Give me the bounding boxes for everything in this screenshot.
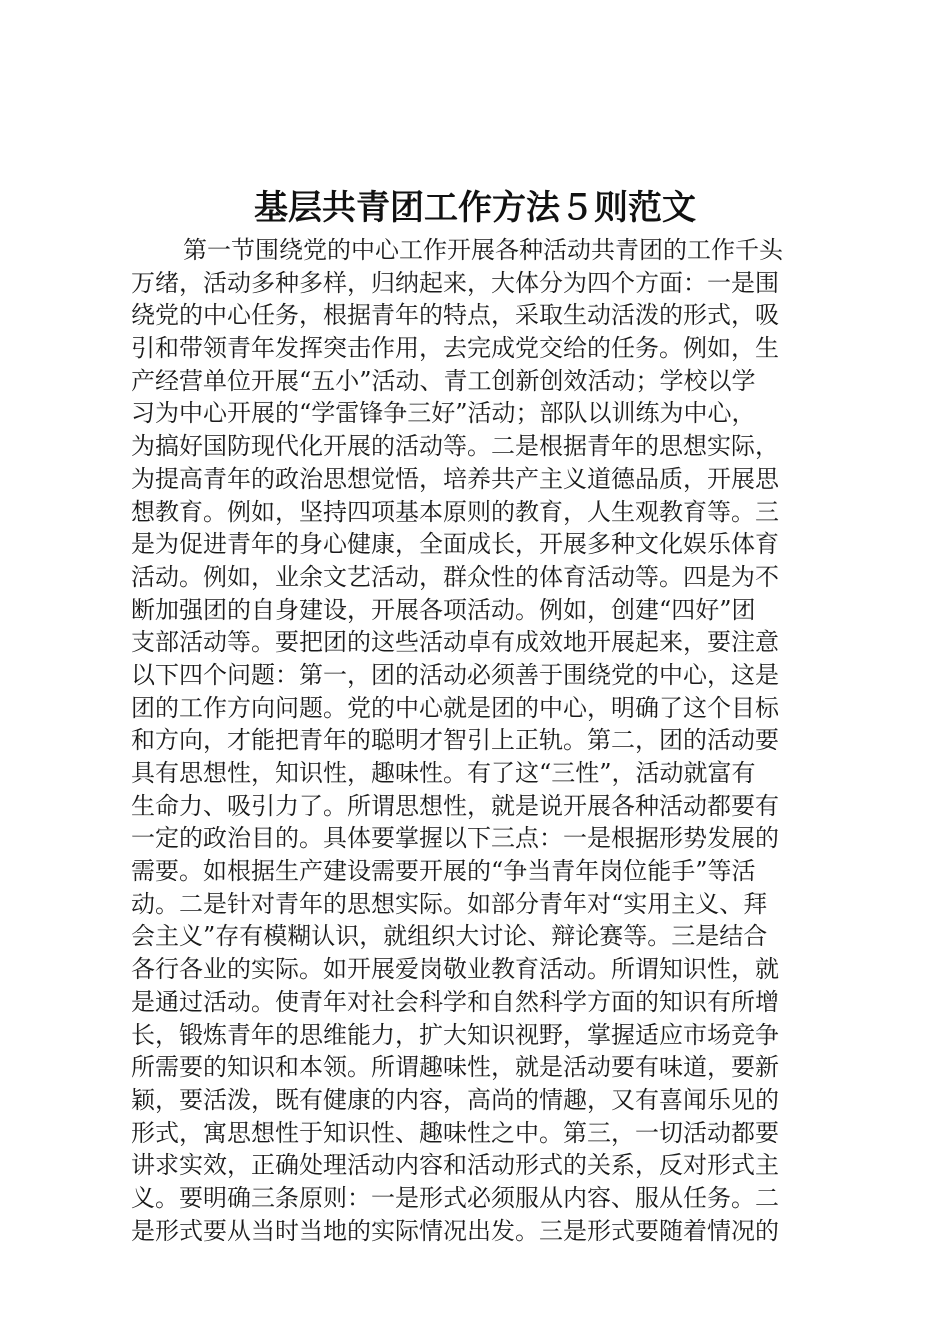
body-line: 习为中心开展的“学雷锋争三好”活动；部队以训练为中心，	[131, 399, 756, 428]
body-line: 需要。如根据生产建设需要开展的“争当青年岗位能手”等活	[131, 857, 756, 886]
body-line: 各行各业的实际。如开展爱岗敬业教育活动。所谓知识性，就	[131, 955, 779, 984]
body-line: 断加强团的自身建设，开展各项活动。例如，创建“四好”团	[131, 595, 756, 624]
body-line: 义。要明确三条原则：一是形式必须服从内容、服从任务。二	[131, 1183, 779, 1212]
body-line: 为搞好国防现代化开展的活动等。二是根据青年的思想实际，	[131, 432, 779, 461]
body-line: 产经营单位开展“五小”活动、青工创新创效活动；学校以学	[131, 366, 756, 395]
document-title: 基层共青团工作方法５则范文	[254, 188, 696, 228]
body-line: 长，锻炼青年的思维能力，扩大知识视野，掌握适应市场竞争	[131, 1020, 779, 1049]
body-line: 形式，寓思想性于知识性、趣味性之中。第三，一切活动都要	[131, 1118, 779, 1147]
body-line: 讲求实效，正确处理活动内容和活动形式的关系，反对形式主	[131, 1151, 779, 1180]
document-body	[131, 234, 829, 1247]
body-line: 一定的政治目的。具体要掌握以下三点：一是根据形势发展的	[131, 824, 779, 853]
body-line: 支部活动等。要把团的这些活动卓有成效地开展起来，要注意	[131, 628, 779, 657]
body-line: 团的工作方向问题。党的中心就是团的中心，明确了这个目标	[131, 693, 779, 722]
body-line: 第一节围绕党的中心工作开展各种活动共青团的工作千头	[183, 236, 783, 264]
body-line: 是形式要从当时当地的实际情况出发。三是形式要随着情况的	[131, 1216, 779, 1245]
body-line: 会主义”存有模糊认识，就组织大讨论、辩论赛等。三是结合	[131, 922, 768, 951]
body-line: 所需要的知识和本领。所谓趣味性，就是活动要有味道，要新	[131, 1053, 779, 1082]
body-line: 活动。例如，业余文艺活动，群众性的体育活动等。四是为不	[131, 562, 779, 591]
body-line: 是为促进青年的身心健康，全面成长，开展多种文化娱乐体育	[131, 530, 779, 559]
body-line: 绕党的中心任务，根据青年的特点，采取生动活泼的形式，吸	[131, 301, 779, 330]
body-line: 为提高青年的政治思想觉悟，培养共产主义道德品质，开展思	[131, 464, 779, 493]
body-line: 和方向，才能把青年的聪明才智引上正轨。第二，团的活动要	[131, 726, 779, 755]
body-line: 想教育。例如，坚持四项基本原则的教育，人生观教育等。三	[131, 497, 779, 526]
body-line: 生命力、吸引力了。所谓思想性，就是说开展各种活动都要有	[131, 791, 779, 820]
body-line: 是通过活动。使青年对社会科学和自然科学方面的知识有所增	[131, 987, 779, 1016]
body-line: 动。二是针对青年的思想实际。如部分青年对“实用主义、拜	[131, 889, 768, 918]
body-line: 以下四个问题：第一，团的活动必须善于围绕党的中心，这是	[131, 660, 779, 689]
body-line: 万绪，活动多种多样，归纳起来，大体分为四个方面：一是围	[131, 268, 779, 297]
body-line: 具有思想性，知识性，趣味性。有了这“三性”，活动就富有	[131, 759, 756, 787]
body-line: 颖，要活泼，既有健康的内容，高尚的情趣，又有喜闻乐见的	[131, 1085, 779, 1114]
body-line: 引和带领青年发挥突击作用，去完成党交给的任务。例如，生	[131, 334, 779, 363]
